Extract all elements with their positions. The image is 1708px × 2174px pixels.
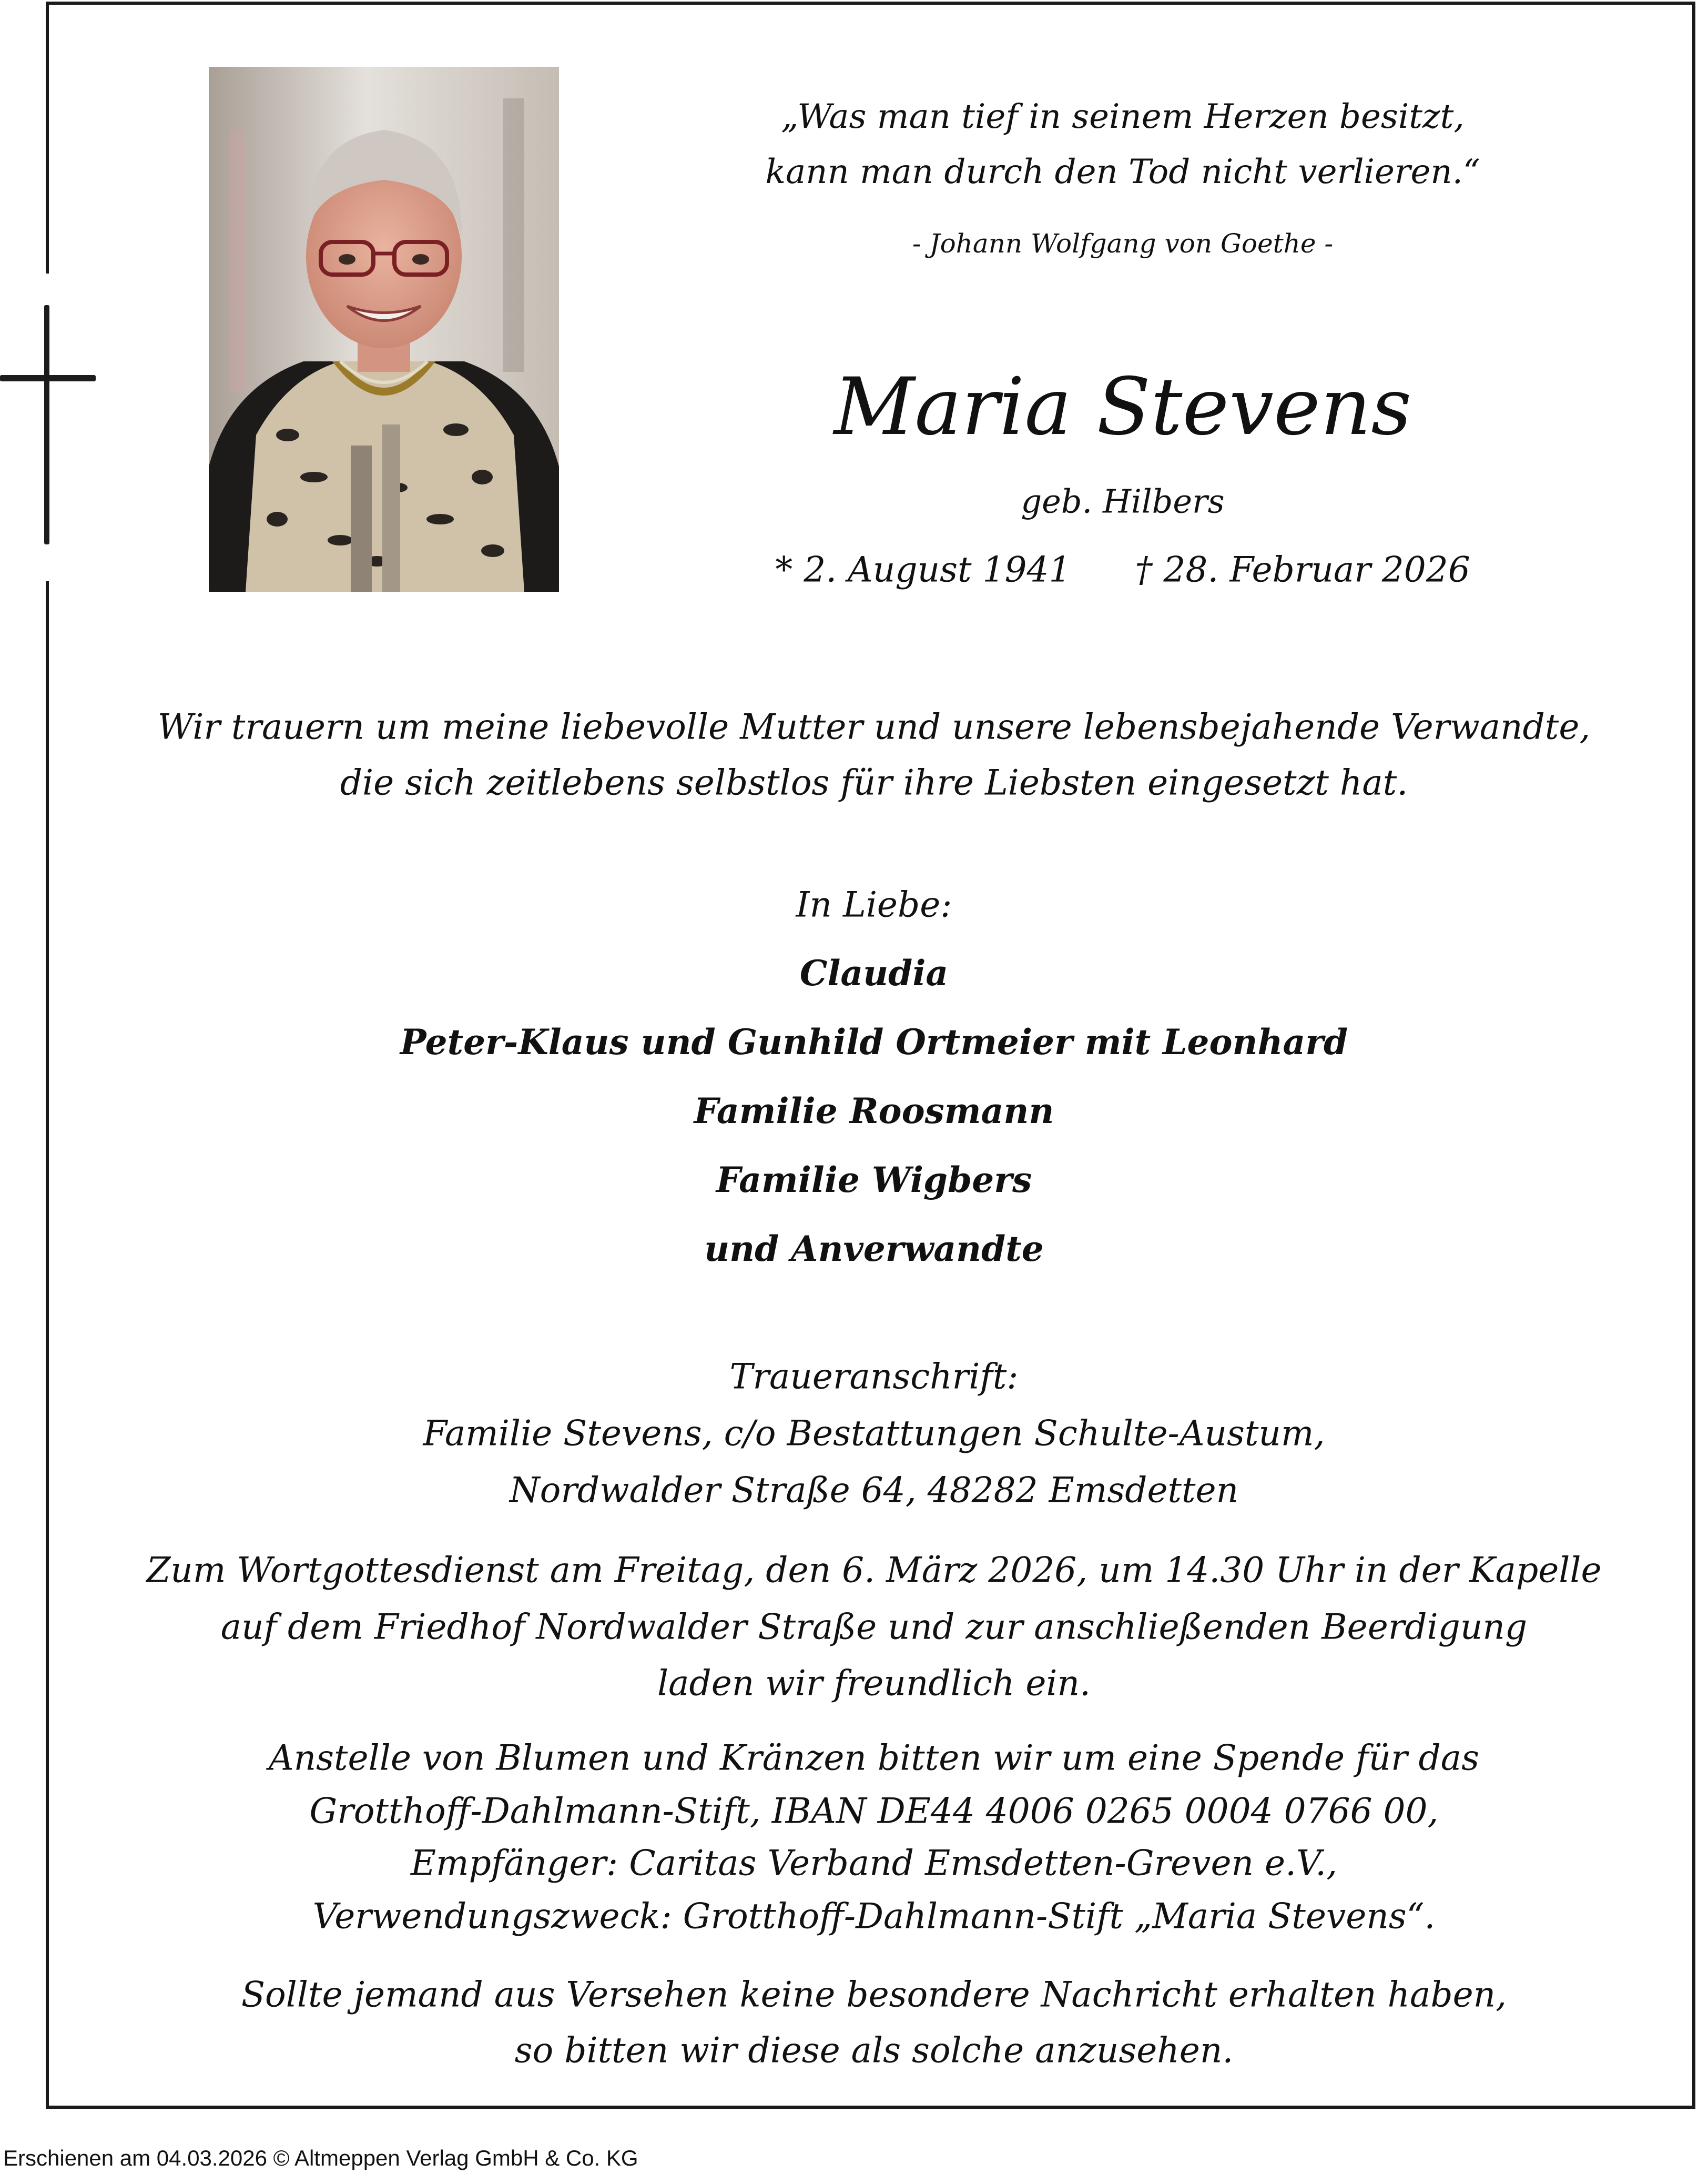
portrait-photo (209, 67, 559, 592)
mourners-heading: In Liebe: (796, 884, 952, 925)
address-line-2: Nordwalder Straße 64, 48282 Emsdetten (509, 1470, 1239, 1511)
intro-line-1: Wir trauern um meine liebevolle Mutter und unsere lebensbejahende Verwandte, (157, 706, 1591, 747)
life-dates (563, 550, 1683, 590)
cross-icon-vertical (44, 305, 49, 544)
service-line-3: laden wir freundlich ein. (657, 1663, 1091, 1704)
service-line-2: auf dem Friedhof Nordwalder Straße und zur anschließenden Beerdigung (220, 1606, 1528, 1647)
birth-date: * 2. August 1941 (775, 549, 1071, 590)
service-line-1: Zum Wortgottesdienst am Freitag, den 6. März 2026, um 14.30 Uhr in der Kapelle (146, 1550, 1602, 1591)
closing-line-1: Sollte jemand aus Versehen keine besondere Nachricht erhalten haben, (241, 1974, 1507, 2015)
donation-line-1: Anstelle von Blumen und Kränzen bitten wir um eine Spende für das (268, 1737, 1479, 1778)
publication-footer: Erschienen am 04.03.2026 © Altmeppen Verlag GmbH & Co. KG (3, 2146, 638, 2170)
donation-line-2: Grotthoff-Dahlmann-Stift, IBAN DE44 4006 0265 0004 0766 00, (309, 1791, 1439, 1832)
portrait-image (209, 67, 559, 592)
closing-line-2: so bitten wir diese als solche anzusehen. (514, 2030, 1234, 2071)
mourner-name: und Anverwandte (704, 1228, 1044, 1269)
mourner-name: Peter-Klaus und Gunhild Ortmeier mit Leonhard (400, 1022, 1348, 1063)
mourner-name: Claudia (799, 953, 949, 994)
quote-line-1: „Was man tief in seinem Herzen besitzt, (781, 97, 1465, 136)
donation-line-3: Empfänger: Caritas Verband Emsdetten-Greven e.V., (410, 1843, 1338, 1884)
mourner-name: Familie Wigbers (716, 1159, 1032, 1200)
maiden-name: geb. Hilbers (1021, 482, 1225, 521)
quote-line-2: kann man durch den Tod nicht verlieren.“ (765, 153, 1480, 191)
cross-icon-horizontal (0, 375, 96, 381)
donation-line-4: Verwendungszweck: Grotthoff-Dahlmann-Stift „Maria Stevens“. (312, 1896, 1436, 1937)
intro-line-2: die sich zeitlebens selbstlos für ihre Liebsten eingesetzt hat. (340, 762, 1408, 803)
address-heading: Traueranschrift: (729, 1356, 1019, 1397)
address-line-1: Familie Stevens, c/o Bestattungen Schulte-Austum, (423, 1413, 1325, 1454)
mourner-name: Familie Roosmann (694, 1090, 1054, 1131)
deceased-name: Maria Stevens (833, 361, 1412, 453)
quote-author: - Johann Wolfgang von Goethe - (912, 228, 1334, 259)
death-date: † 28. Februar 2026 (1135, 549, 1470, 590)
